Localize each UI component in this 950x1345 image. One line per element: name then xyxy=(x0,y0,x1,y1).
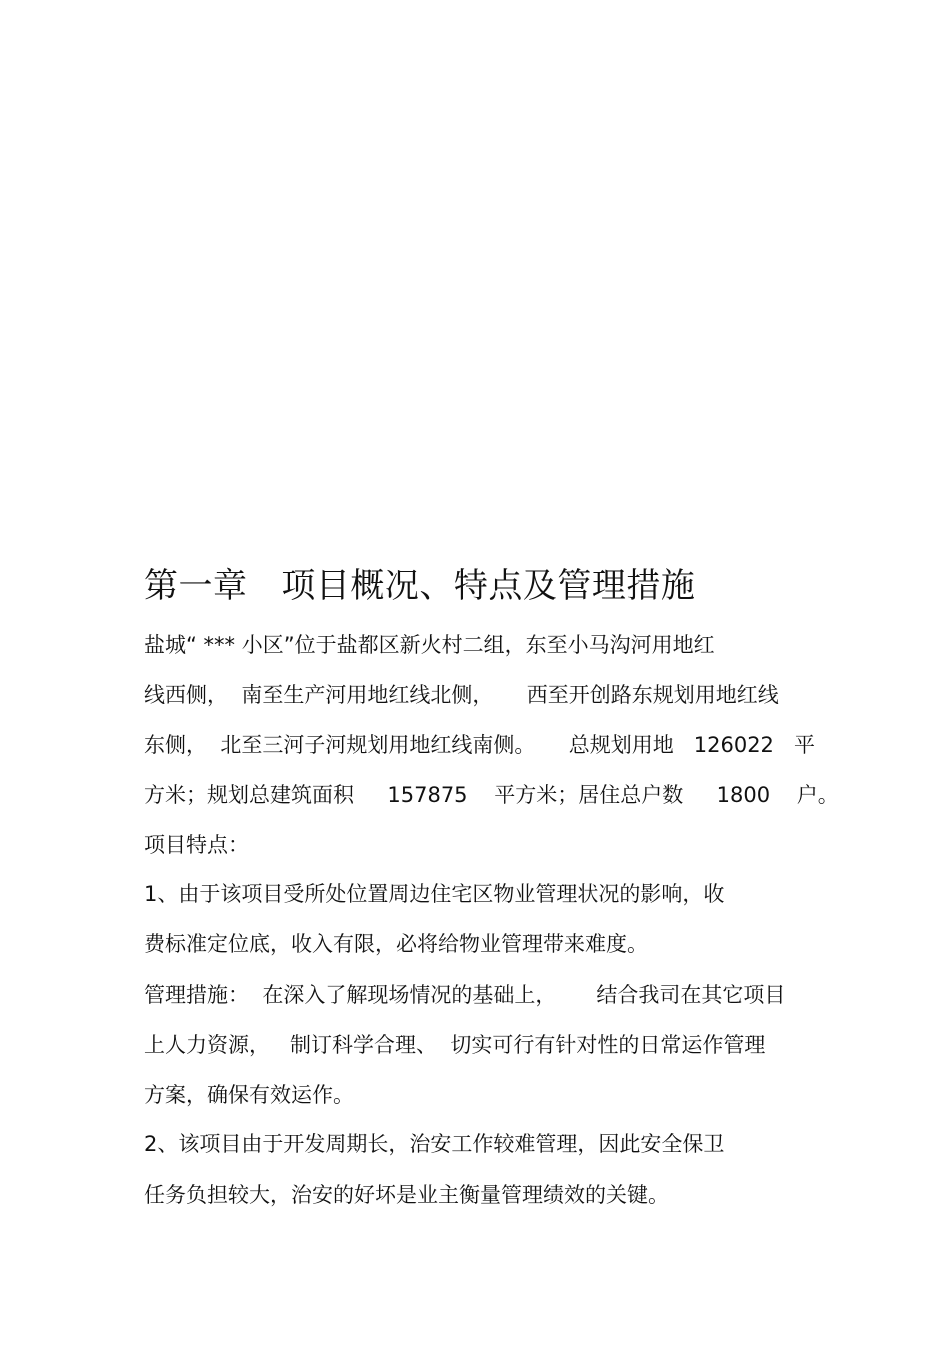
chapter-title: 第一章 项目概况、特点及管理措施 xyxy=(144,566,696,606)
paragraph-line: 管理措施： 在深入了解现场情况的基础上， 结合我司在其它项目 xyxy=(144,983,786,1007)
paragraph-line: 方米；规划总建筑面积 157875 平方米；居住总户数 1800 户。 xyxy=(144,783,839,807)
paragraph-line: 盐城“ *** 小区”位于盐都区新火村二组，东至小马沟河用地红 xyxy=(144,633,715,657)
paragraph-line: 任务负担较大，治安的好坏是业主衡量管理绩效的关键。 xyxy=(144,1183,669,1207)
paragraph-line: 费标准定位底，收入有限，必将给物业管理带来难度。 xyxy=(144,932,648,956)
paragraph-line: 线西侧， 南至生产河用地红线北侧， 西至开创路东规划用地红线 xyxy=(144,683,779,707)
section-label: 项目特点： xyxy=(144,833,249,857)
paragraph-line: 1、由于该项目受所处位置周边住宅区物业管理状况的影响，收 xyxy=(144,882,725,906)
paragraph-line: 东侧， 北至三河子河规划用地红线南侧。 总规划用地 126022 平 xyxy=(144,733,815,757)
paragraph-line: 上人力资源， 制订科学合理、 切实可行有针对性的日常运作管理 xyxy=(144,1033,766,1057)
paragraph-line: 2、该项目由于开发周期长，治安工作较难管理，因此安全保卫 xyxy=(144,1132,725,1156)
paragraph-line: 方案，确保有效运作。 xyxy=(144,1083,354,1107)
